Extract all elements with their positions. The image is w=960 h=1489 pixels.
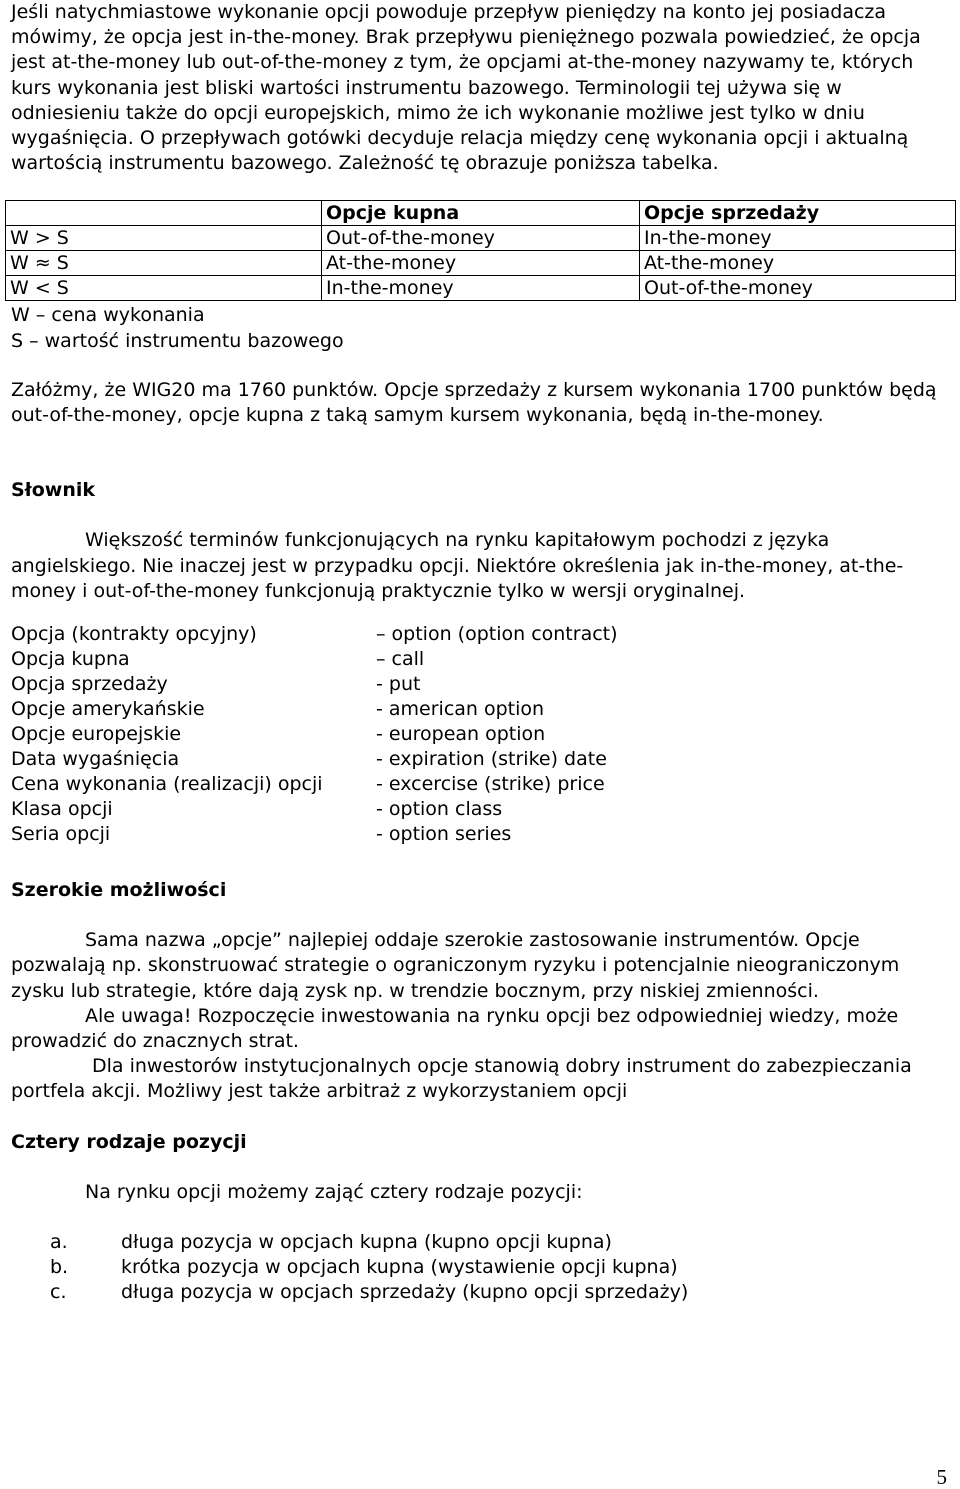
- glossary-term-pl: Opcje europejskie: [11, 723, 182, 746]
- glossary-row: [11, 647, 951, 672]
- glossary-term-pl: Klasa opcji: [11, 798, 113, 821]
- slownik-paragraph: Większość terminów funkcjonujących na rynku kapitałowym pochodzi z języka angielskiego. Nie inaczej jest w przypadku opcji. Niektóre określenia jak in-the-money, at-the-money i out-of-the-money funkcjonują praktycznie tylko w wersji oryginalnej.: [11, 529, 904, 602]
- table-header-cell: Opcje kupna: [322, 201, 640, 226]
- list-item-text: krótka pozycja w opcjach kupna (wystawienie opcji kupna): [121, 1256, 678, 1279]
- glossary-row: [11, 622, 951, 647]
- glossary-term-en: – option (option contract): [376, 623, 618, 646]
- section-heading: Szerokie możliwości: [11, 879, 227, 902]
- list-item-letter: b.: [50, 1256, 69, 1279]
- options-table: [5, 200, 956, 301]
- glossary-row: [11, 747, 951, 772]
- table-cell: W ≈ S: [6, 251, 322, 276]
- glossary-term-pl: Opcja (kontrakty opcyjny): [11, 623, 257, 646]
- example-paragraph: Załóżmy, że WIG20 ma 1760 punktów. Opcje sprzedaży z kursem wykonania 1700 punktów będą out-of-the-money, opcje kupna z taką samym kursem wykonania, będą in-the-money.: [11, 378, 937, 427]
- section-heading: Słownik: [11, 479, 96, 502]
- section-heading: Cztery rodzaje pozycji: [11, 1130, 247, 1153]
- table-cell: In-the-money: [640, 226, 956, 251]
- list-item-text: długa pozycja w opcjach sprzedaży (kupno opcji sprzedaży): [121, 1281, 689, 1304]
- list-item-text: długa pozycja w opcjach kupna (kupno opcji kupna): [121, 1231, 612, 1254]
- legend-item: S – wartość instrumentu bazowego: [11, 329, 344, 352]
- glossary-term-pl: Data wygaśnięcia: [11, 748, 180, 771]
- table-cell: At-the-money: [322, 251, 640, 276]
- glossary-term-en: - option class: [376, 798, 503, 821]
- table-header-row: [6, 201, 956, 226]
- szerokie-paragraph: Ale uwaga! Rozpoczęcie inwestowania na rynku opcji bez odpowiedniej wiedzy, może prowadzić do znacznych strat.: [11, 1004, 899, 1053]
- list-item-letter: a.: [50, 1231, 68, 1254]
- glossary-term-pl: Cena wykonania (realizacji) opcji: [11, 773, 323, 796]
- glossary-term-en: - excercise (strike) price: [376, 773, 605, 796]
- table-legend: [11, 303, 951, 353]
- table-row: [6, 251, 956, 276]
- table-cell: Out-of-the-money: [640, 276, 956, 301]
- glossary-term-en: - expiration (strike) date: [376, 748, 607, 771]
- table-cell: W > S: [6, 226, 322, 251]
- table-header-cell: [6, 201, 322, 226]
- list-item: [11, 1230, 951, 1255]
- glossary-term-pl: Opcje amerykańskie: [11, 698, 205, 721]
- szerokie-paragraph: Dla inwestorów instytucjonalnych opcje stanowią dobry instrument do zabezpieczania portfela akcji. Możliwy jest także arbitraż z wykorzystaniem opcji: [11, 1055, 912, 1103]
- glossary-row: [11, 697, 951, 722]
- table-header-cell: Opcje sprzedaży: [640, 201, 956, 226]
- list-item-letter: c.: [50, 1281, 67, 1304]
- intro-paragraph: Jeśli natychmiastowe wykonanie opcji powoduje przepływ pieniędzy na konto jej posiadacza mówimy, że opcja jest in-the-money. Brak przepływu pieniężnego pozwala powiedzieć, że opcja jest at-the-money lub out-of-the-money z tym, że opcjami at-the-money nazywamy te, których kurs wykonania jest bliski wartości instrumentu bazowego. Terminologii tej używa się w odniesieniu także do opcji europejskich, mimo że ich wykonanie możliwe jest tylko w dniu wygaśnięcia. O przepływach gotówki decyduje relacja między cenę wykonania opcji i aktualną wartością instrumentu bazowego. Zależność tę obrazuje poniższa tabelka.: [11, 1, 921, 175]
- list-item: [11, 1280, 951, 1305]
- glossary-row: [11, 822, 951, 847]
- table-cell: In-the-money: [322, 276, 640, 301]
- table-cell: At-the-money: [640, 251, 956, 276]
- glossary-row: [11, 772, 951, 797]
- glossary-term-en: - put: [376, 673, 421, 696]
- glossary-term-en: - option series: [376, 823, 512, 846]
- glossary-term-pl: Seria opcji: [11, 823, 111, 846]
- table-row: [6, 226, 956, 251]
- positions-list: [11, 1230, 951, 1306]
- glossary-term-pl: Opcja kupna: [11, 648, 130, 671]
- glossary-term-en: - european option: [376, 723, 546, 746]
- page-number: 5: [936, 1465, 947, 1489]
- glossary-row: [11, 797, 951, 822]
- list-item: [11, 1255, 951, 1280]
- glossary: [11, 622, 951, 850]
- glossary-row: [11, 722, 951, 747]
- glossary-term-en: - american option: [376, 698, 545, 721]
- glossary-term-en: – call: [376, 648, 425, 671]
- document-page: [11, 0, 951, 1306]
- legend-item: W – cena wykonania: [11, 304, 205, 327]
- pozycje-intro: Na rynku opcji możemy zająć cztery rodzaje pozycji:: [85, 1180, 583, 1203]
- table-cell: Out-of-the-money: [322, 226, 640, 251]
- szerokie-paragraph: Sama nazwa „opcje” najlepiej oddaje szerokie zastosowanie instrumentów. Opcje pozwalają np. skonstruować strategie o ograniczonym ryzyku i potencjalnie nieograniczonym zysku lub strategie, które dają zysk np. w trendzie bocznym, przy niskiej zmienności.: [11, 929, 900, 1002]
- glossary-row: [11, 672, 951, 697]
- table-row: [6, 276, 956, 301]
- glossary-term-pl: Opcja sprzedaży: [11, 673, 168, 696]
- table-cell: W < S: [6, 276, 322, 301]
